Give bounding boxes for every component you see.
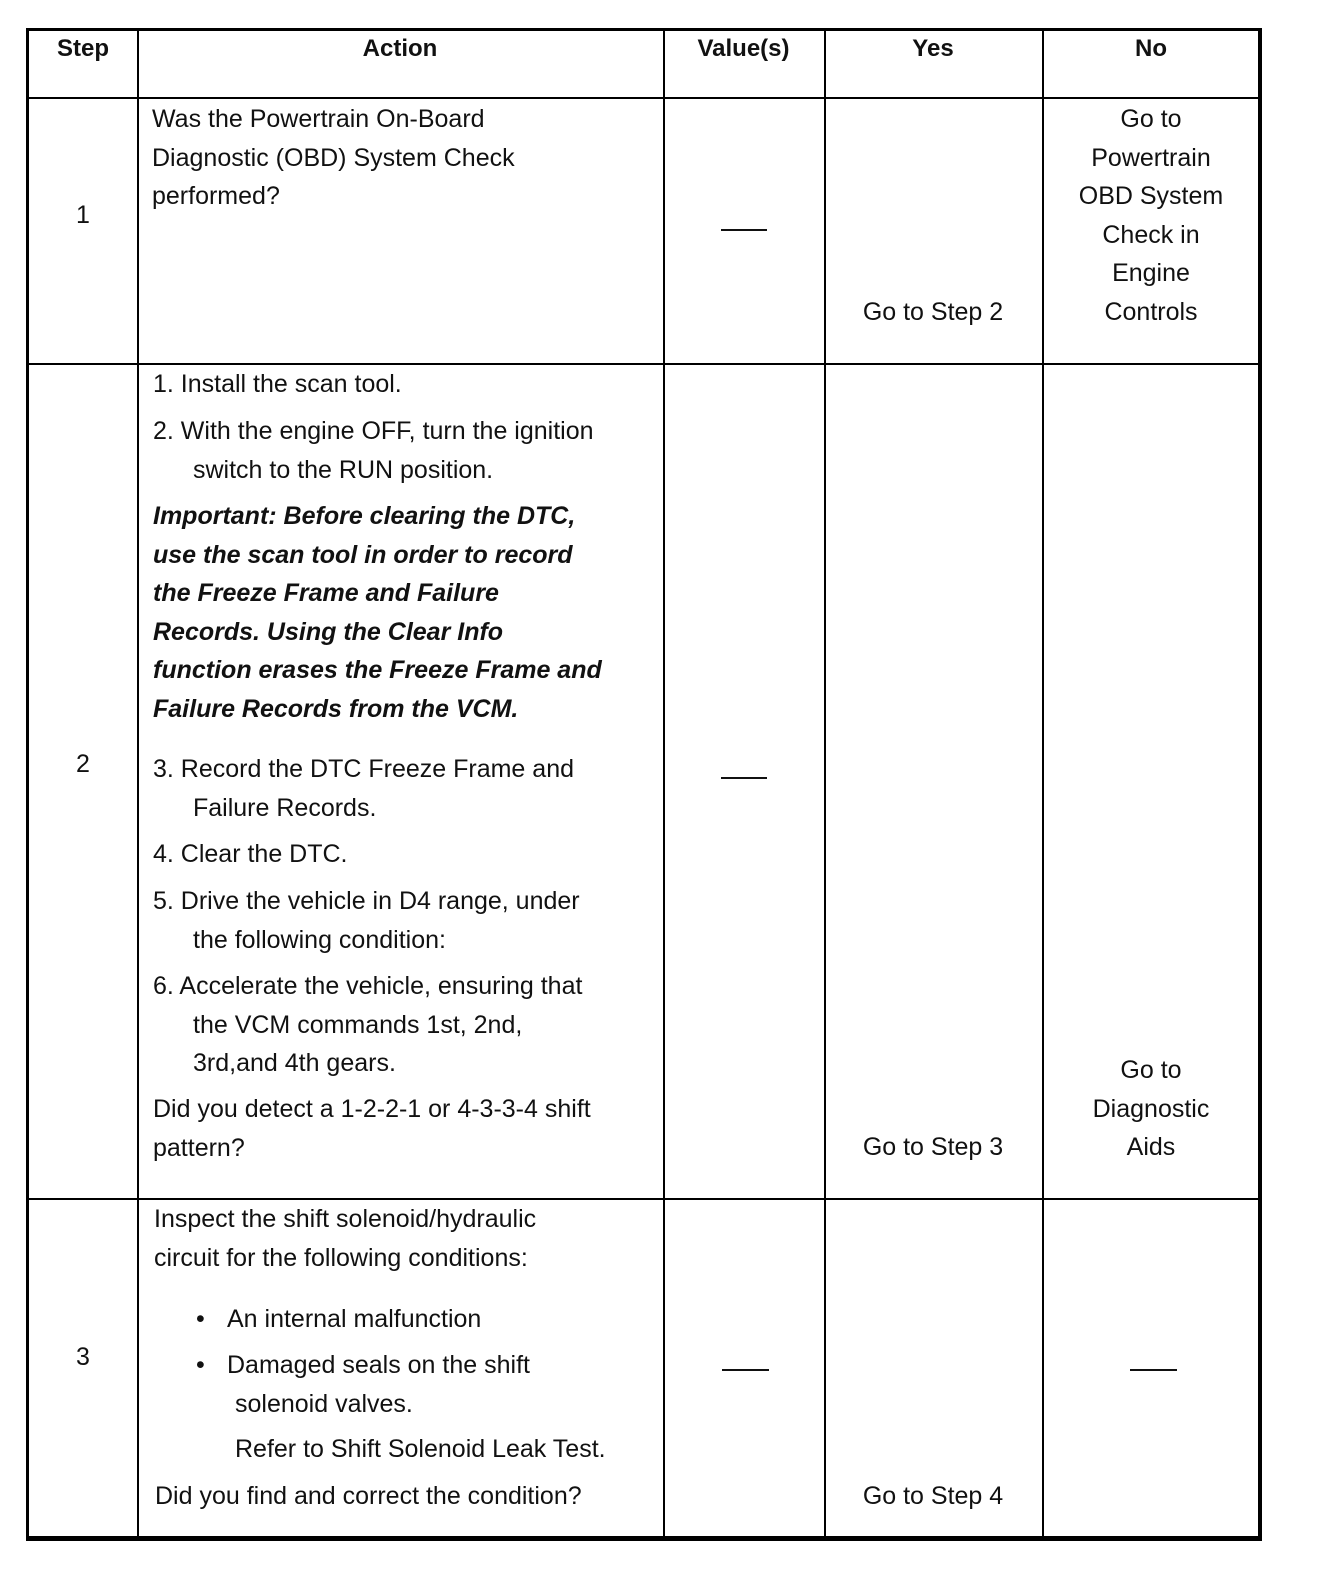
action-item: [153, 750, 574, 827]
action-intro: [154, 1200, 536, 1277]
yes-cell: Go to Step 3: [862, 1133, 1004, 1161]
no-line: Powertrain: [1091, 143, 1211, 172]
column-divider: [824, 31, 826, 1536]
step-number: 2: [76, 750, 90, 778]
action-item: 1. Install the scan tool.: [153, 370, 402, 398]
yes-cell: Go to Step 2: [862, 298, 1004, 326]
step-number: 3: [76, 1343, 90, 1371]
important-line: Records. Using the Clear Info: [153, 617, 504, 646]
action-line: Was the Powertrain On-Board: [152, 105, 485, 133]
action-text: [152, 100, 515, 216]
action-line: Failure Records.: [193, 793, 377, 822]
action-line: 5. Drive the vehicle in D4 range, under: [153, 887, 580, 915]
action-line: pattern?: [153, 1133, 245, 1162]
important-line: function erases the Freeze Frame and: [153, 656, 602, 684]
refer-text: Refer to Shift Solenoid Leak Test.: [235, 1435, 606, 1463]
important-line: Failure Records from the VCM.: [153, 694, 519, 723]
no-line: Check in: [1102, 220, 1200, 249]
important-line: the Freeze Frame and Failure: [153, 579, 499, 607]
header-action: Action: [362, 35, 438, 62]
important-line: Important: Before clearing the DTC,: [153, 502, 576, 530]
action-line: performed?: [152, 182, 280, 210]
action-item: [153, 967, 582, 1083]
no-line: Go to: [1120, 1056, 1182, 1084]
header-step: Step: [56, 35, 109, 62]
bullet-marker: •: [196, 1305, 205, 1333]
value-dash: [721, 229, 767, 231]
action-line: solenoid valves.: [235, 1389, 413, 1418]
no-line: Engine: [1112, 259, 1190, 287]
bullet-marker: •: [196, 1351, 205, 1379]
action-item: [153, 882, 580, 959]
no-cell: [1042, 100, 1260, 331]
value-dash: [722, 1369, 769, 1371]
action-line: 3. Record the DTC Freeze Frame and: [153, 755, 574, 783]
action-line: Inspect the shift solenoid/hydraulic: [154, 1205, 537, 1233]
no-cell: [1042, 1051, 1260, 1167]
column-divider: [663, 31, 665, 1536]
step-number: 1: [76, 201, 90, 229]
action-line: Diagnostic (OBD) System Check: [152, 143, 515, 172]
action-question: [153, 1090, 591, 1167]
action-line: circuit for the following conditions:: [154, 1243, 528, 1272]
header-no: No: [1135, 35, 1167, 62]
yes-cell: Go to Step 4: [862, 1482, 1004, 1510]
action-line: the VCM commands 1st, 2nd,: [193, 1010, 523, 1039]
action-line: Did you detect a 1-2-2-1 or 4-3-3-4 shift: [153, 1095, 591, 1123]
action-line: switch to the RUN position.: [193, 455, 494, 484]
no-line: Aids: [1126, 1133, 1176, 1161]
action-line: 6. Accelerate the vehicle, ensuring that: [153, 972, 583, 1000]
value-dash: [721, 777, 767, 779]
column-divider: [137, 31, 139, 1536]
important-note: [153, 497, 602, 728]
bullet-item: An internal malfunction: [227, 1305, 482, 1333]
no-line: Diagnostic: [1092, 1094, 1210, 1123]
header-values: Value(s): [697, 35, 790, 62]
bullet-item: [227, 1346, 530, 1423]
no-line: Controls: [1104, 297, 1198, 326]
action-item: 4. Clear the DTC.: [153, 840, 348, 868]
action-question: Did you find and correct the condition?: [155, 1482, 582, 1510]
no-line: OBD System: [1078, 182, 1224, 210]
row-divider: [29, 97, 1258, 99]
action-line: 2. With the engine OFF, turn the ignition: [153, 417, 594, 445]
important-line: use the scan tool in order to record: [153, 540, 573, 569]
no-line: Go to: [1120, 105, 1182, 133]
action-line: the following condition:: [193, 925, 446, 954]
action-line: 3rd,and 4th gears.: [193, 1049, 396, 1077]
action-item: [153, 412, 594, 489]
header-yes: Yes: [912, 35, 954, 62]
action-line: Damaged seals on the shift: [227, 1351, 530, 1379]
no-dash: [1130, 1369, 1177, 1371]
